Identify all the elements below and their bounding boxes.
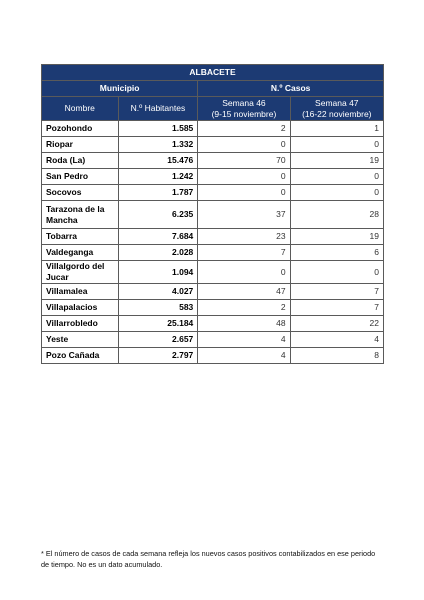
semana46-cell: 0 [198,169,290,185]
footnote-line: de tiempo. No es un dato acumulado. [41,560,163,569]
semana47-cell: 0 [290,185,383,201]
nombre-cell: Tobarra [42,229,119,245]
footnote-line: * El número de casos de cada semana refleja los nuevos casos positivos contabilizados en ese periodo [41,549,376,558]
nombre-cell: San Pedro [42,169,119,185]
habitantes-cell: 4.027 [118,284,198,300]
table-row [42,316,384,332]
table-row [42,185,384,201]
table-row [42,229,384,245]
habitantes-cell: 1.094 [118,261,198,284]
semana47-cell: 7 [290,300,383,316]
nombre-cell: Tarazona de la Mancha [42,201,119,229]
nombre-cell: Villapalacios [42,300,119,316]
semana47-cell: 22 [290,316,383,332]
semana46-cell: 4 [198,348,290,364]
casos-group-header: N.º Casos [198,81,384,97]
nombre-column-header: Nombre [42,97,119,121]
cases-table-container [41,64,384,364]
habitantes-cell: 2.797 [118,348,198,364]
semana47-cell: 28 [290,201,383,229]
semana47-label: Semana 47 [315,97,359,108]
semana46-cell: 70 [198,153,290,169]
nombre-cell: Villalgordo del Jucar [42,261,119,284]
habitantes-cell: 1.332 [118,137,198,153]
footnote [41,548,386,570]
habitantes-cell: 7.684 [118,229,198,245]
nombre-cell: Pozo Cañada [42,348,119,364]
municipio-group-header: Municipio [42,81,198,97]
cases-table [41,64,384,364]
table-row [42,153,384,169]
semana46-cell: 2 [198,300,290,316]
semana46-cell: 0 [198,137,290,153]
semana46-cell: 4 [198,332,290,348]
habitantes-cell: 15.476 [118,153,198,169]
table-row [42,332,384,348]
semana47-cell: 0 [290,169,383,185]
semana46-cell: 47 [198,284,290,300]
table-row [42,245,384,261]
semana47-cell: 6 [290,245,383,261]
table-row [42,121,384,137]
nombre-cell: Pozohondo [42,121,119,137]
semana47-cell: 1 [290,121,383,137]
habitantes-cell: 2.657 [118,332,198,348]
table-row [42,284,384,300]
nombre-cell: Villamalea [42,284,119,300]
habitantes-cell: 1.242 [118,169,198,185]
nombre-cell: Yeste [42,332,119,348]
habitantes-cell: 2.028 [118,245,198,261]
habitantes-cell: 1.585 [118,121,198,137]
semana46-cell: 2 [198,121,290,137]
semana47-cell: 8 [290,348,383,364]
semana47-cell: 19 [290,153,383,169]
table-row [42,300,384,316]
habitantes-cell: 1.787 [118,185,198,201]
table-row [42,201,384,229]
semana46-column-header [198,97,290,121]
semana47-cell: 4 [290,332,383,348]
semana46-cell: 23 [198,229,290,245]
nombre-cell: Villarrobledo [42,316,119,332]
table-row [42,348,384,364]
nombre-cell: Valdeganga [42,245,119,261]
table-row [42,261,384,284]
semana46-range: (9-15 noviembre) [211,108,277,119]
semana46-cell: 0 [198,261,290,284]
habitantes-cell: 583 [118,300,198,316]
habitantes-column-header: N.º Habitantes [118,97,198,121]
semana46-cell: 48 [198,316,290,332]
nombre-cell: Roda (La) [42,153,119,169]
table-row [42,137,384,153]
semana46-cell: 0 [198,185,290,201]
habitantes-cell: 25.184 [118,316,198,332]
semana47-range: (16-22 noviembre) [302,108,372,119]
table-row [42,169,384,185]
semana47-cell: 0 [290,261,383,284]
table-title: ALBACETE [42,65,384,81]
semana47-cell: 7 [290,284,383,300]
semana47-cell: 0 [290,137,383,153]
semana46-cell: 37 [198,201,290,229]
nombre-cell: Riopar [42,137,119,153]
semana46-label: Semana 46 [222,97,266,108]
habitantes-cell: 6.235 [118,201,198,229]
semana47-cell: 19 [290,229,383,245]
semana46-cell: 7 [198,245,290,261]
semana47-column-header [290,97,383,121]
nombre-cell: Socovos [42,185,119,201]
